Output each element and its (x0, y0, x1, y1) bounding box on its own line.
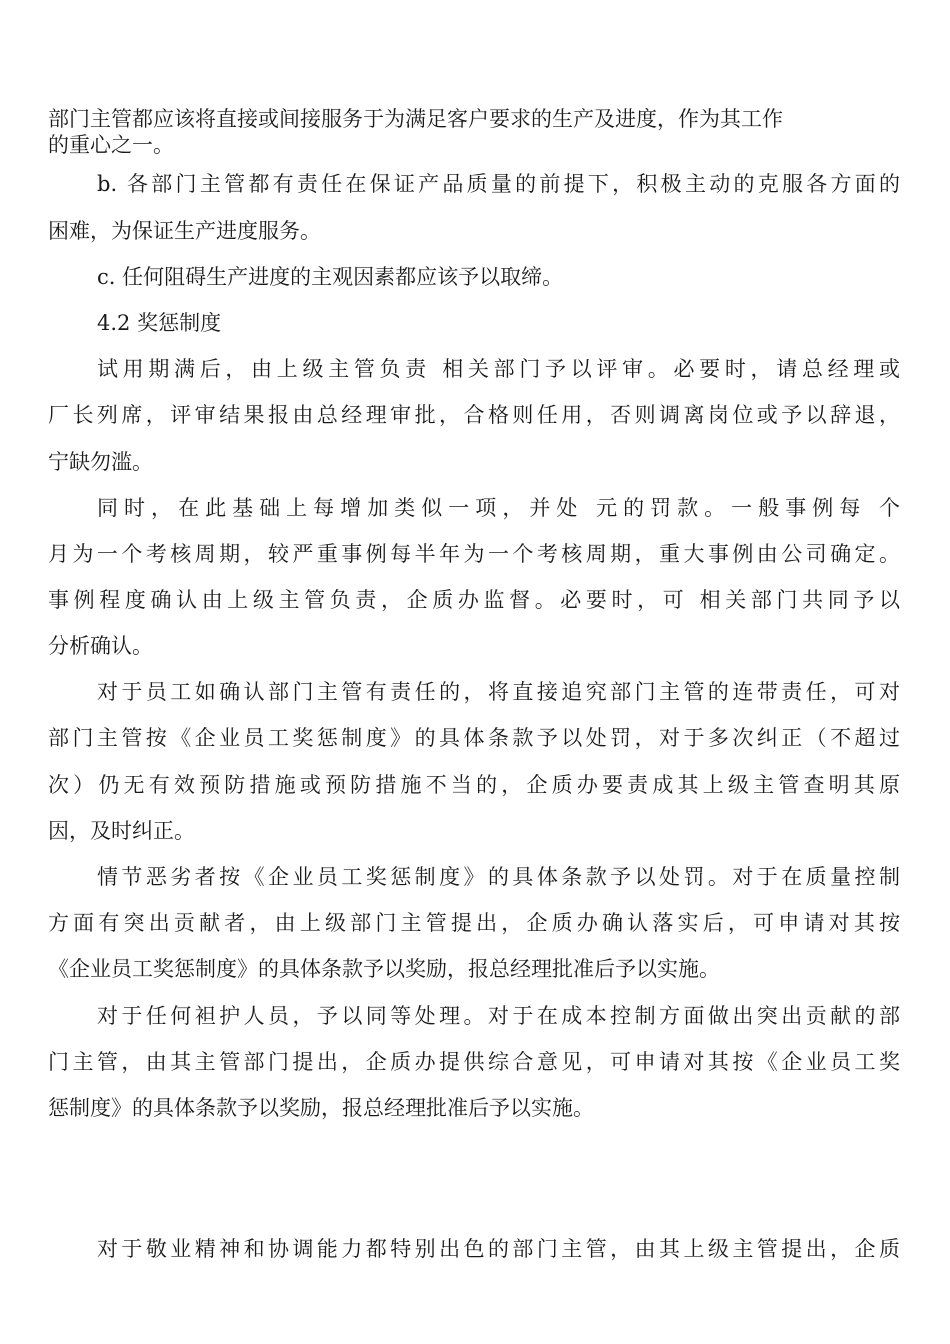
text-line-5: c. 任何阻碍生产进度的主观因素都应该予以取缔。 (97, 265, 564, 289)
text-line-18: 情节恶劣者按《企业员工奖惩制度》的具体条款予以处罚。对于在质量控制 (97, 865, 900, 889)
text-line-24: 对于敬业精神和协调能力都特别出色的部门主管，由其上级主管提出，企质 (97, 1237, 900, 1261)
text-line-22: 门主管，由其主管部门提出，企质办提供综合意见，可申请对其按《企业员工奖 (48, 1050, 900, 1074)
text-line-15: 部门主管按《企业员工奖惩制度》的具体条款予以处罚，对于多次纠正（不超过 (48, 726, 900, 750)
text-line-20: 《企业员工奖惩制度》的具体条款予以奖励，报总经理批准后予以实施。 (48, 957, 720, 981)
text-line-16: 次）仍无有效预防措施或预防措施不当的，企质办要责成其上级主管查明其原 (48, 773, 900, 797)
text-line-3: b. 各部门主管都有责任在保证产品质量的前提下，积极主动的克服各方面的 (97, 172, 900, 196)
text-line-9: 宁缺勿滥。 (48, 450, 153, 474)
text-line-2: 的重心之一。 (48, 133, 174, 157)
text-line-11: 月为一个考核周期，较严重事例每半年为一个考核周期，重大事例由公司确定。 (48, 542, 900, 566)
text-line-10: 同时，在此基础上每增加类似一项，并处 元的罚款。一般事例每 个 (97, 496, 900, 520)
text-line-17: 因，及时纠正。 (48, 819, 195, 843)
text-line-12: 事例程度确认由上级主管负责，企质办监督。必要时，可 相关部门共同予以 (48, 588, 900, 612)
text-line-19: 方面有突出贡献者，由上级部门主管提出，企质办确认落实后，可申请对其按 (48, 911, 900, 935)
text-line-7: 试用期满后，由上级主管负责 相关部门予以评审。必要时，请总经理或 (97, 357, 900, 381)
text-line-8: 厂长列席，评审结果报由总经理审批，合格则任用，否则调离岗位或予以辞退， (48, 403, 900, 427)
text-line-14: 对于员工如确认部门主管有责任的，将直接追究部门主管的连带责任，可对 (97, 680, 900, 704)
text-line-13: 分析确认。 (48, 634, 153, 658)
text-line-23: 惩制度》的具体条款予以奖励，报总经理批准后予以实施。 (48, 1096, 594, 1120)
section-heading: 4.2 奖惩制度 (97, 311, 222, 335)
text-line-21: 对于任何袒护人员，予以同等处理。对于在成本控制方面做出突出贡献的部 (97, 1004, 900, 1028)
text-line-1: 部门主管都应该将直接或间接服务于为满足客户要求的生产及进度，作为其工作 (48, 107, 783, 131)
text-line-4: 困难，为保证生产进度服务。 (48, 219, 321, 243)
